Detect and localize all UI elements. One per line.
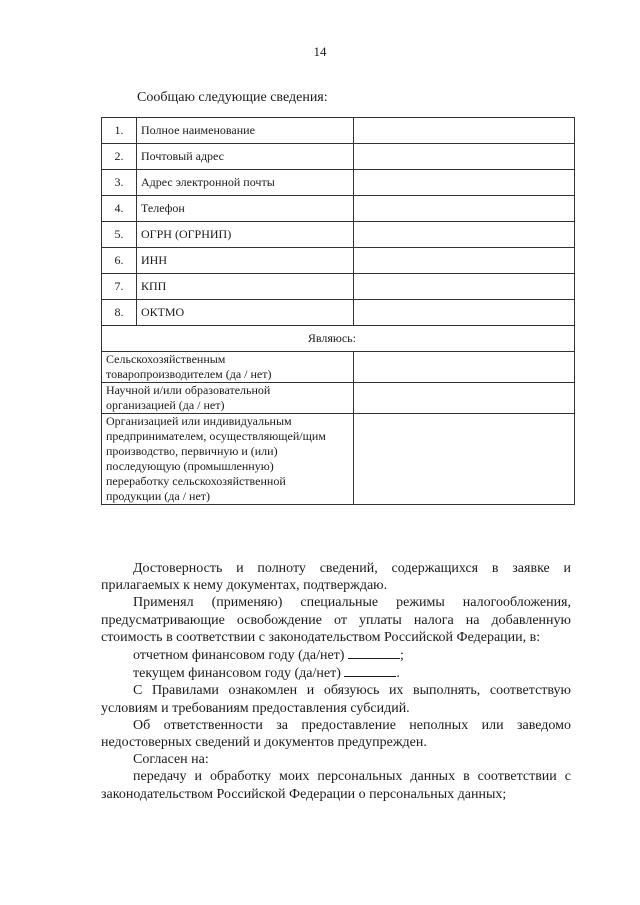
paragraph-current-year (101, 664, 571, 682)
reporting-year-label: отчетном финансовом году (да/нет) (133, 648, 345, 664)
table-row (102, 300, 575, 326)
info-table (101, 117, 575, 505)
row-value-field[interactable] (354, 300, 575, 326)
status-label-line: организацией (да / нет) (106, 398, 225, 412)
row-number: 4. (102, 196, 137, 222)
table-row (102, 144, 575, 170)
status-value-field[interactable] (354, 352, 575, 383)
current-year-label: текущем финансовом году (да/нет) (133, 666, 341, 682)
row-label: Полное наименование (137, 118, 354, 144)
row-label: КПП (137, 274, 354, 300)
table-row (102, 170, 575, 196)
row-number: 8. (102, 300, 137, 326)
row-label: ОКТМО (137, 300, 354, 326)
status-heading: Являюсь: (102, 326, 575, 352)
row-value-field[interactable] (354, 248, 575, 274)
row-value-field[interactable] (354, 222, 575, 248)
paragraph-rules: С Правилами ознакомлен и обязуюсь их выполнять, соответствую условиям и требованиям предоставления субсидий. (101, 683, 571, 716)
row-value-field[interactable] (354, 118, 575, 144)
paragraph-reporting-year (101, 646, 571, 664)
row-number: 7. (102, 274, 137, 300)
row-value-field[interactable] (354, 170, 575, 196)
row-value-field[interactable] (354, 144, 575, 170)
paragraph-consent: Согласен на: (133, 752, 209, 768)
status-label-line: Организацией или индивидуальным (106, 414, 292, 428)
status-label-line: последующую (промышленную) (106, 459, 274, 473)
status-label (102, 352, 354, 383)
paragraph-tax-regime: Применял (применяю) специальные режимы налогообложения, предусматривающие освобождение от уплаты налога на добавленную стоимость в соответствии с законодательством Российской Федерации, в: (101, 595, 571, 645)
page-number: 14 (313, 44, 327, 59)
paragraph-personal-data: передачу и обработку моих персональных данных в соответствии с законодательством Российской Федерации о персональных данных; (101, 769, 571, 802)
row-value-field[interactable] (354, 196, 575, 222)
declaration-text (101, 560, 571, 803)
table-row (102, 222, 575, 248)
table-row (102, 196, 575, 222)
row-label: Почтовый адрес (137, 144, 354, 170)
status-label (102, 383, 354, 414)
status-label (102, 414, 354, 505)
status-value-field[interactable] (354, 414, 575, 505)
row-number: 1. (102, 118, 137, 144)
status-row (102, 414, 575, 505)
row-number: 6. (102, 248, 137, 274)
status-row (102, 383, 575, 414)
status-label-line: Научной и/или образовательной (106, 383, 271, 397)
row-number: 3. (102, 170, 137, 196)
status-label-line: Сельскохозяйственным (106, 352, 226, 366)
status-row (102, 352, 575, 383)
table-row (102, 274, 575, 300)
row-label: ИНН (137, 248, 354, 274)
current-year-blank[interactable] (344, 664, 396, 677)
status-label-line: продукции (да / нет) (106, 489, 211, 503)
paragraph-responsibility: Об ответственности за предоставление неполных или заведомо недостоверных сведений и документов предупрежден. (101, 717, 571, 751)
current-year-end: . (396, 666, 400, 682)
row-value-field[interactable] (354, 274, 575, 300)
status-label-line: переработку сельскохозяйственной (106, 474, 286, 488)
row-number: 2. (102, 144, 137, 170)
status-label-line: производство, первичную и (или) (106, 444, 278, 458)
row-number: 5. (102, 222, 137, 248)
reporting-year-blank[interactable] (348, 646, 400, 659)
status-label-line: товаропроизводителем (да / нет) (106, 367, 272, 381)
status-value-field[interactable] (354, 383, 575, 414)
status-heading-row (102, 326, 575, 352)
row-label: ОГРН (ОГРНИП) (137, 222, 354, 248)
paragraph-accuracy: Достоверность и полноту сведений, содержащихся в заявке и прилагаемых к нему документах, подтверждаю. (101, 561, 571, 594)
table-row (102, 118, 575, 144)
row-label: Телефон (137, 196, 354, 222)
table-row (102, 248, 575, 274)
reporting-year-end: ; (399, 648, 404, 664)
status-label-line: предпринимателем, осуществляющей/щим (106, 429, 326, 443)
intro-text: Сообщаю следующие сведения: (137, 90, 328, 105)
row-label: Адрес электронной почты (137, 170, 354, 196)
